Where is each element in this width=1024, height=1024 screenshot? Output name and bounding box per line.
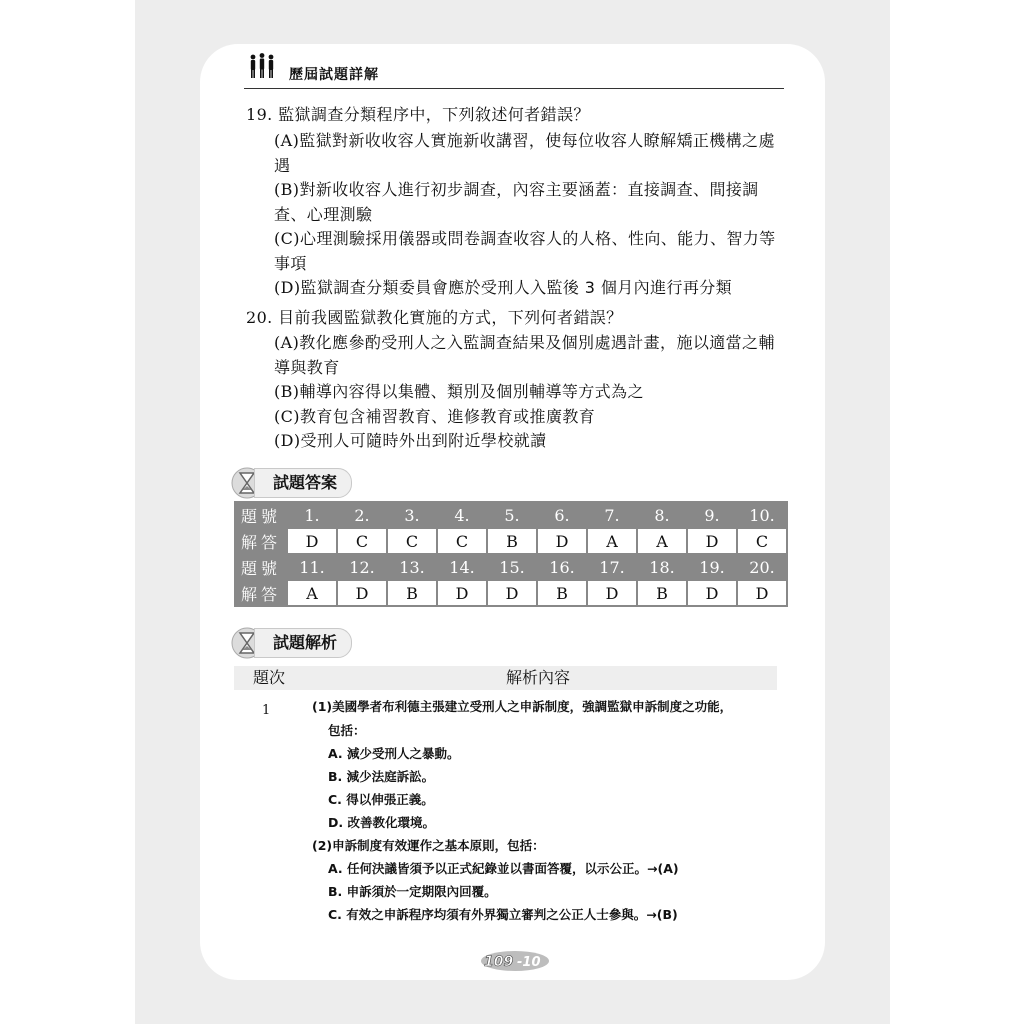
question-number-cell: 6.	[537, 502, 587, 528]
answers-value-row	[235, 528, 787, 554]
row-label-question: 題號	[235, 502, 287, 528]
option-text: 對新收收容人進行初步調查，內容主要涵蓋：直接調查、間接調查、心理測驗	[274, 180, 759, 224]
question-19-option-c	[274, 227, 786, 276]
question-20	[246, 306, 623, 330]
explanation-entry-number: 1	[262, 703, 271, 718]
row-label-answer: 解答	[235, 528, 287, 554]
answer-cell: A	[637, 528, 687, 554]
explanation-line: B. 減少法庭訴訟。	[328, 769, 435, 784]
answer-cell: D	[337, 580, 387, 606]
explanation-line: B. 申訴須於一定期限內回覆。	[328, 884, 497, 899]
option-label: (C)	[274, 407, 300, 426]
answers-number-row	[235, 554, 787, 580]
question-number-cell: 18.	[637, 554, 687, 580]
answer-cell: B	[487, 528, 537, 554]
question-number-cell: 3.	[387, 502, 437, 528]
page-number-sub: -10	[517, 955, 541, 970]
explanation-line: C. 有效之申訴程序均須有外界獨立審判之公正人士參與。→(B)	[328, 907, 678, 922]
answers-table	[234, 501, 788, 607]
option-text: 心理測驗採用儀器或問卷調查收容人的人格、性向、能力、智力等事項	[274, 229, 776, 273]
question-19-option-d	[274, 276, 786, 301]
question-19-option-b	[274, 178, 786, 227]
answer-cell: D	[587, 580, 637, 606]
option-label: (A)	[274, 333, 300, 352]
option-label: (D)	[274, 431, 301, 450]
question-stem: 目前我國監獄教化實施的方式，下列何者錯誤？	[278, 308, 623, 327]
answers-number-row	[235, 502, 787, 528]
question-19-option-a	[274, 129, 786, 178]
question-20-option-c	[274, 405, 786, 430]
explanation-line: C. 得以伸張正義。	[328, 792, 434, 807]
question-number-cell: 5.	[487, 502, 537, 528]
explanation-table-header	[234, 666, 777, 690]
explanation-section-tab	[230, 628, 370, 658]
option-label: (A)	[274, 131, 300, 150]
option-label: (D)	[274, 278, 301, 297]
answer-cell: B	[387, 580, 437, 606]
page-number-badge	[480, 950, 550, 972]
answers-section-title: 試題答案	[254, 468, 352, 498]
question-number: 19.	[246, 105, 273, 124]
answer-cell: D	[737, 580, 787, 606]
answer-cell: D	[537, 528, 587, 554]
people-silhouette-icon	[248, 52, 276, 80]
explanation-line: (1)美國學者布利德主張建立受刑人之申訴制度，強調監獄申訴制度之功能，	[312, 699, 733, 714]
question-19	[246, 103, 590, 127]
question-number-cell: 4.	[437, 502, 487, 528]
page-number-main: 109	[484, 954, 514, 970]
question-20-option-a	[274, 331, 786, 380]
question-number-cell: 19.	[687, 554, 737, 580]
question-number-cell: 15.	[487, 554, 537, 580]
option-text: 監獄調查分類委員會應於受刑人入監後 3 個月內進行再分類	[300, 278, 733, 297]
explanation-line: (2)申訴制度有效運作之基本原則，包括：	[312, 838, 545, 853]
option-text: 監獄對新收收容人實施新收講習，使每位收容人瞭解矯正機構之處遇	[274, 131, 775, 175]
answer-cell: A	[587, 528, 637, 554]
question-stem: 監獄調查分類程序中，下列敘述何者錯誤？	[278, 105, 590, 124]
answer-cell: D	[687, 528, 737, 554]
option-text: 輔導內容得以集體、類別及個別輔導等方式為之	[299, 382, 644, 401]
option-text: 教化應參酌受刑人之入監調查結果及個別處遇計畫，施以適當之輔導與教育	[274, 333, 775, 377]
question-number-cell: 17.	[587, 554, 637, 580]
explanation-line: D. 改善教化環境。	[328, 815, 435, 830]
question-number-cell: 13.	[387, 554, 437, 580]
answer-cell: C	[437, 528, 487, 554]
answers-section-tab	[230, 468, 370, 498]
answer-cell: B	[537, 580, 587, 606]
question-number-cell: 8.	[637, 502, 687, 528]
explanation-line: A. 減少受刑人之暴動。	[328, 746, 460, 761]
question-number-cell: 14.	[437, 554, 487, 580]
answer-cell: B	[637, 580, 687, 606]
explanation-line: A. 任何決議皆須予以正式紀錄並以書面答覆，以示公正。→(A)	[328, 861, 679, 876]
answer-cell: A	[287, 580, 337, 606]
row-label-question: 題號	[235, 554, 287, 580]
question-number-cell: 10.	[737, 502, 787, 528]
answer-cell: D	[487, 580, 537, 606]
answer-cell: D	[687, 580, 737, 606]
header-title: 歷屆試題詳解	[289, 67, 379, 83]
column-header-question: 題次	[253, 668, 286, 687]
question-20-option-b	[274, 380, 786, 405]
question-number: 20.	[246, 308, 273, 327]
question-number-cell: 20.	[737, 554, 787, 580]
option-label: (C)	[274, 229, 300, 248]
question-number-cell: 12.	[337, 554, 387, 580]
question-number-cell: 1.	[287, 502, 337, 528]
explanation-section-title: 試題解析	[254, 628, 352, 658]
question-number-cell: 9.	[687, 502, 737, 528]
answer-cell: D	[287, 528, 337, 554]
answer-cell: D	[437, 580, 487, 606]
question-20-option-d	[274, 429, 786, 454]
header-divider	[244, 88, 784, 89]
option-text: 受刑人可隨時外出到附近學校就讀	[300, 431, 547, 450]
explanation-line: 包括：	[328, 723, 366, 738]
question-number-cell: 2.	[337, 502, 387, 528]
answer-cell: C	[387, 528, 437, 554]
question-number-cell: 16.	[537, 554, 587, 580]
option-label: (B)	[274, 180, 300, 199]
answer-cell: C	[737, 528, 787, 554]
row-label-answer: 解答	[235, 580, 287, 606]
option-label: (B)	[274, 382, 300, 401]
column-header-content: 解析內容	[506, 668, 571, 687]
question-number-cell: 11.	[287, 554, 337, 580]
option-text: 教育包含補習教育、進修教育或推廣教育	[299, 407, 596, 426]
question-number-cell: 7.	[587, 502, 637, 528]
answers-value-row	[235, 580, 787, 606]
answer-cell: C	[337, 528, 387, 554]
